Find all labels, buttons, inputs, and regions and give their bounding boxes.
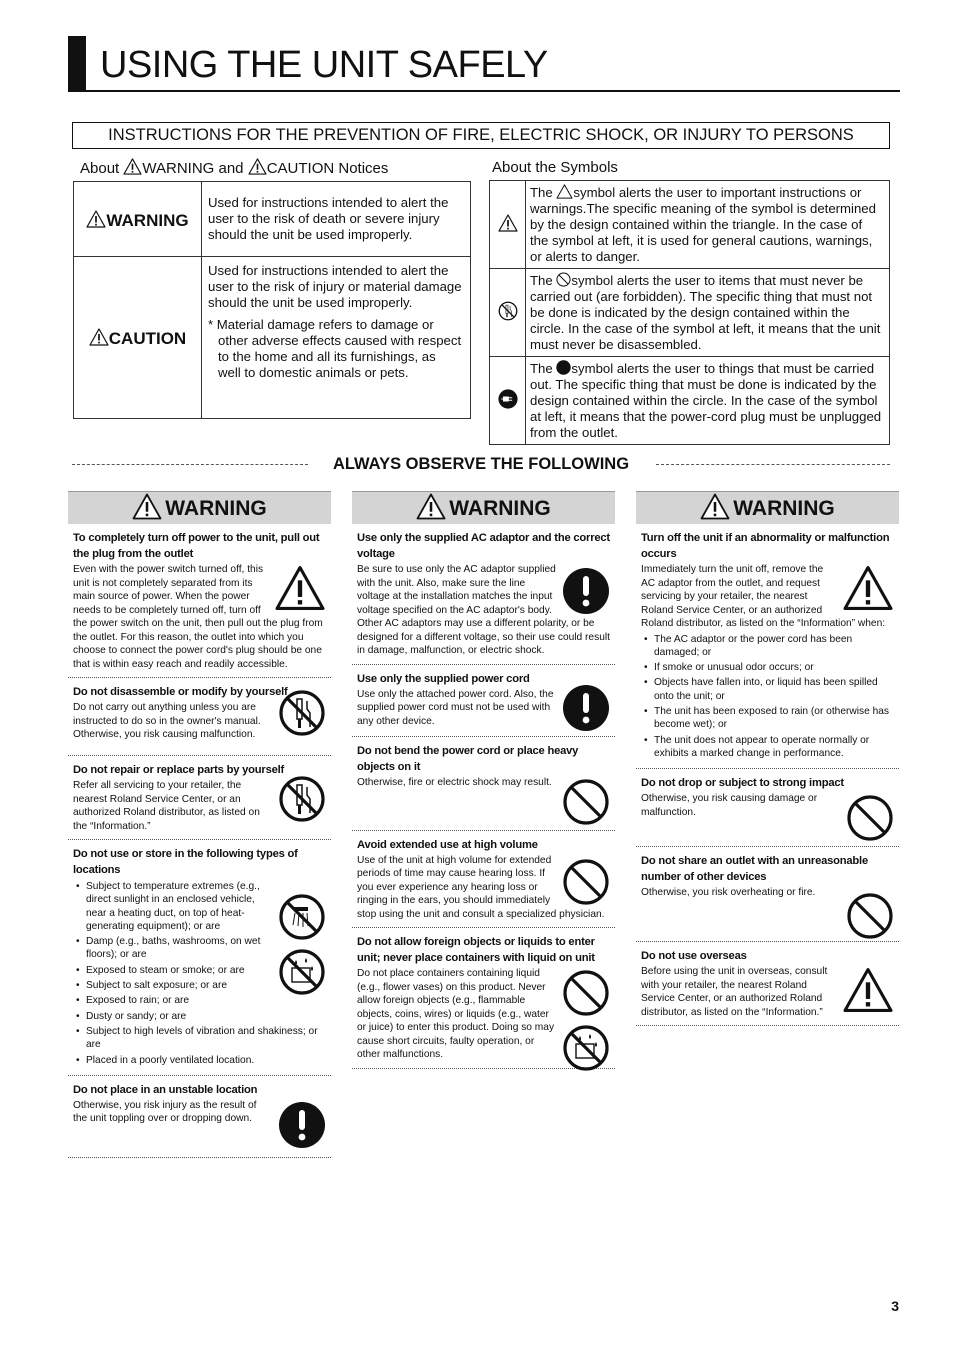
item-body: Immediately turn the unit off, remove the AC adaptor from the outlet, and request servicing by your retailer, the nearest Roland Service Center, or an authorized Roland distributor, as listed on the “Information” when: [641, 564, 886, 629]
warning-label: WARNING [106, 210, 189, 230]
warning-column-3 [636, 491, 899, 1026]
prohibition-circle-icon [556, 272, 571, 287]
warning-header-label: WARNING [449, 497, 551, 520]
page-title-bar [68, 36, 900, 92]
list-bullet: • The unit does not appear to operate normally or exhibits a marked change in performance. [641, 734, 894, 761]
page-number: 3 [891, 1298, 899, 1314]
item-title: Turn off the unit if an abnormality or malfunction occurs [641, 532, 890, 560]
item-body: Even with the power switch turned off, this unit is not completely separated from its main source of power. When the power needs to be completely turned off, turn off the power switch on the unit, then pull out the plug from the outlet. For this reason, the outlet into which you choose to connect the power cord's plug should be one that is within easy reach and readily accessible. [73, 564, 323, 670]
list-item [68, 678, 331, 756]
no-disassemble-icon [498, 301, 518, 321]
prohibition-icon [562, 858, 610, 906]
location-list [73, 880, 326, 1067]
item-title: To completely turn off power to the unit, pull out the plug from the outlet [73, 532, 320, 560]
list-bullet: • The unit has been exposed to rain (or otherwise has become wet); or [641, 705, 894, 732]
item-title: Do not share an outlet with an unreasonable number of other devices [641, 855, 868, 884]
list-bullet: • Objects have fallen into, or liquid has been spilled onto the unit; or [641, 676, 894, 703]
instructions-heading: INSTRUCTIONS FOR THE PREVENTION OF FIRE, ELECTRIC SHOCK, OR INJURY TO PERSONS [72, 122, 890, 149]
item-body: Do not carry out anything unless you are instructed to do so in the owner's manual. Otherwise, you risk causing malfunction. [73, 702, 261, 740]
prohibition-icon [562, 778, 610, 826]
dashed-line-left [72, 464, 308, 465]
list-bullet: • The AC adaptor or the power cord has been damaged; or [641, 633, 894, 660]
list-item [68, 756, 331, 840]
item-title: Do not disassemble or modify by yourself [73, 686, 288, 698]
always-observe-heading: ALWAYS OBSERVE THE FOLLOWING [332, 455, 630, 473]
item-title: Do not bend the power cord or place heavy objects on it [357, 744, 579, 773]
item-body: Refer all servicing to your retailer, the nearest Roland Service Center, or an authorized Roland distributor, as listed on the “Information.” [73, 780, 260, 832]
warning-triangle-icon [842, 967, 894, 1013]
item-title: Do not use or store in the following types of locations [73, 848, 298, 876]
list-bullet: • If smoke or unusual odor occurs; or [641, 661, 894, 674]
abnormality-list [641, 633, 894, 761]
list-item [68, 1076, 331, 1158]
warning-column-2 [352, 491, 615, 1079]
warning-triangle-icon [416, 493, 446, 520]
item-title: Avoid extended use at high volume [357, 838, 538, 851]
item-body: Use only the attached power cord. Also, the supplied power cord must not be used with any other device. [357, 688, 554, 727]
item-title: Do not place in an unstable location [73, 1083, 258, 1096]
item-body: Otherwise, fire or electric shock may result. [357, 776, 552, 788]
prohibit-symbol-cell [490, 269, 526, 357]
about-symbols-heading: About the Symbols [492, 159, 618, 176]
mandatory-icon [278, 1101, 326, 1149]
item-body: Do not place containers containing liquid (e.g., flower vases) on this product. Never allow foreign objects (e.g., flammable objects, coins, wires) or liquids (e.g., water or juice) to enter this product. Doing so may cause short circuits, faulty operation, or other malfunctions. [357, 968, 555, 1060]
list-item [352, 737, 615, 831]
unplug-icon [498, 389, 518, 409]
list-item [636, 524, 899, 769]
triangle-symbol-text [526, 181, 890, 269]
symbol-pre: The [530, 185, 553, 200]
symbol-pre: The [530, 361, 553, 376]
item-body: Otherwise, you risk causing damage or malfunction. [641, 793, 818, 818]
item-body: Otherwise, you risk injury as the result of the unit toppling over or dropping down. [73, 1099, 257, 1125]
list-bullet: • Subject to salt exposure; or are [73, 979, 326, 992]
warning-header [68, 491, 331, 524]
prohibition-icon [846, 794, 894, 842]
prohibition-icon [846, 892, 894, 940]
list-item [636, 847, 899, 942]
list-bullet: • Subject to high levels of vibration and shakiness; or are [73, 1025, 326, 1052]
list-bullet: • Damp (e.g., baths, washrooms, on wet floors); or are [73, 935, 326, 962]
warning-triangle-icon [86, 210, 106, 228]
dashed-line-right [656, 464, 890, 465]
symbol-pre: The [530, 273, 553, 288]
mandatory-symbol-text [526, 357, 890, 445]
item-title: Do not use overseas [641, 950, 747, 963]
caution-label: CAUTION [108, 329, 187, 348]
mandatory-description: symbol alerts the user to things that must be carried out. The specific thing that must be done is indicated by the design contained within the circle. In the case of the symbol at left, it means that the power-cord plug must be unplugged from the outlet. [530, 361, 882, 440]
page-title: USING THE UNIT SAFELY [100, 44, 548, 86]
triangle-symbol-cell [490, 181, 526, 269]
mandatory-symbol-cell [490, 357, 526, 445]
foreign-object-icons [562, 969, 610, 1077]
mandatory-icon [562, 567, 610, 615]
item-title: Do not allow foreign objects or liquids to enter unit; never place containers with liquid on unit [357, 936, 595, 964]
caution-note: * Material damage refers to damage or other adverse effects caused with respect to the home and all its furnishings, as well to domestic animals or pets. [208, 317, 462, 380]
filled-circle-icon [556, 360, 571, 375]
about-warning: WARNING and [142, 160, 244, 177]
caution-label-cell [74, 257, 202, 419]
item-body: Before using the unit in overseas, consult with your retailer, the nearest Roland Service Center, or an authorized Roland distributor, as listed on the “Information.” [641, 966, 828, 1018]
caution-triangle-icon [89, 328, 109, 346]
list-bullet: • Exposed to rain; or are [73, 994, 326, 1007]
notices-table [73, 181, 471, 419]
warning-header-label: WARNING [165, 497, 267, 520]
prohibit-description: symbol alerts the user to items that must never be carried out (are forbidden). The specific thing that must not be done is indicated by the design contained within the circle. In the case of the symbol at left, it means that the unit must never be disassembled. [530, 273, 881, 352]
empty-triangle-icon [556, 184, 573, 199]
list-bullet: • Subject to temperature extremes (e.g., direct sunlight in an enclosed vehicle, near a heating duct, on top of heat-generating equipment); or are [73, 880, 326, 933]
warning-description: Used for instructions intended to alert the user to the risk of death or severe injury should the unit be used improperly. [202, 182, 471, 257]
warning-triangle-icon [498, 214, 518, 232]
list-item [352, 665, 615, 737]
about-prefix: About [80, 160, 120, 177]
list-item [636, 769, 899, 847]
warning-triangle-icon [274, 565, 326, 611]
list-bullet: • Exposed to steam or smoke; or are [73, 964, 326, 977]
list-item [352, 524, 615, 665]
list-item [352, 831, 615, 929]
prohibit-symbol-text [526, 269, 890, 357]
item-body: Use of the unit at high volume for extended periods of time may cause hearing loss. If you ever experience any hearing loss or ringing in the ears, you should immediately stop using the unit and consult a specialized physician. [357, 854, 605, 920]
triangle-description: symbol alerts the user to important instructions or warnings.The specific meaning of the symbol is determined by the design contained within the triangle. In the case of the symbol at left, it is used for general cautions, warnings, or alerts to danger. [530, 185, 876, 264]
warning-triangle-icon [123, 158, 142, 175]
symbols-table [489, 180, 890, 445]
list-item [68, 840, 331, 1076]
no-liquid-icon [562, 1024, 610, 1072]
item-title: Do not repair or replace parts by yourself [73, 764, 285, 776]
warning-label-cell [74, 182, 202, 257]
warning-column-1 [68, 491, 331, 1158]
always-observe-divider [72, 455, 890, 475]
caution-description: Used for instructions intended to alert the user to the risk of injury or material damage should the unit be used improperly. [208, 263, 462, 310]
warning-header-label: WARNING [733, 497, 835, 520]
no-repair-icon [278, 775, 326, 823]
list-item [352, 928, 615, 1069]
about-caution: CAUTION Notices [266, 160, 389, 177]
title-block [68, 36, 86, 91]
item-title: Use only the supplied power cord [357, 672, 530, 685]
warning-header [352, 491, 615, 524]
item-body: Otherwise, you risk overheating or fire. [641, 887, 816, 899]
list-item [68, 524, 331, 678]
list-bullet: • Dusty or sandy; or are [73, 1010, 326, 1023]
mandatory-icon [562, 684, 610, 732]
warning-triangle-icon [132, 493, 162, 520]
caution-description-cell [202, 257, 471, 419]
list-item [636, 942, 899, 1026]
item-title: Do not drop or subject to strong impact [641, 777, 844, 790]
prohibition-icon [562, 969, 610, 1017]
caution-triangle-icon [248, 158, 267, 175]
item-body: Be sure to use only the AC adaptor supplied with the unit. Also, make sure the line voltage at the installation matches the input voltage specified on the AC adaptor's body. Other AC adaptors may use a different polarity, or be designed for a different voltage, so their use could result in damage, malfunction, or electric shock. [357, 564, 610, 656]
about-notices-heading [80, 158, 388, 177]
item-title: Use only the supplied AC adaptor and the correct voltage [357, 532, 610, 560]
warning-triangle-icon [842, 565, 894, 611]
warning-header [636, 491, 899, 524]
warning-triangle-icon [700, 493, 730, 520]
list-bullet: • Placed in a poorly ventilated location. [73, 1054, 326, 1067]
